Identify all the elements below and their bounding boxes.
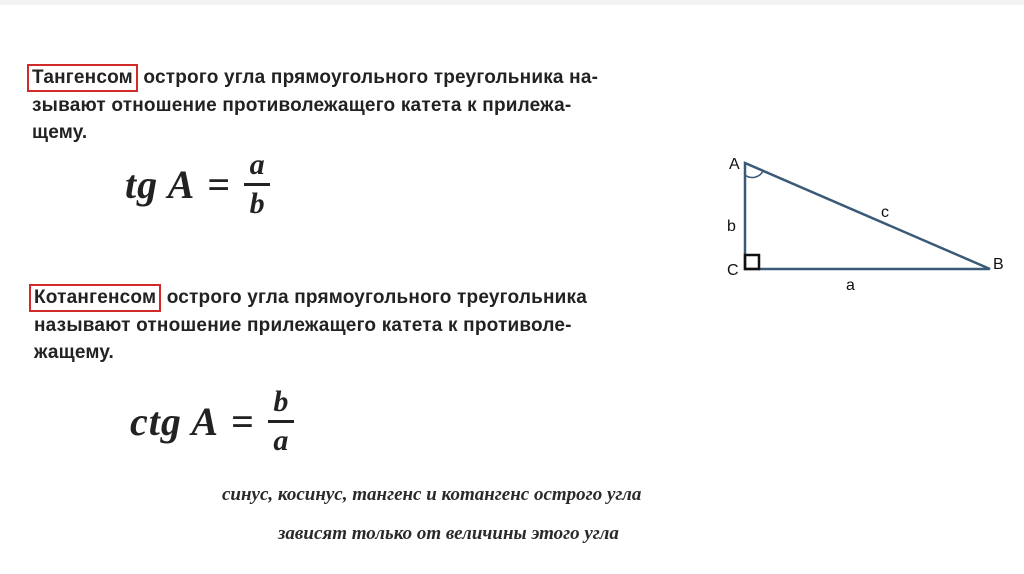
tangent-definition — [32, 64, 598, 146]
tangent-formula — [125, 150, 270, 219]
cotangent-definition — [34, 284, 587, 366]
cotangent-definition-line-3: жащему. — [34, 342, 114, 363]
right-angle-marker — [745, 255, 759, 269]
angle-a-arc — [745, 171, 763, 178]
cotangent-definition-line-2: называют отношение прилежащего катета к противоле- — [34, 315, 572, 336]
tangent-term-highlight: Тангенсом — [27, 64, 138, 92]
side-a-label: a — [846, 277, 855, 294]
cotangent-term-highlight: Котангенсом — [29, 284, 161, 312]
fraction-bar — [244, 183, 270, 186]
cotangent-numerator: b — [273, 385, 289, 418]
tangent-denominator: b — [249, 187, 265, 220]
top-border — [0, 0, 1024, 5]
tangent-definition-line-3: щему. — [32, 122, 88, 143]
tangent-numerator: a — [249, 148, 265, 181]
cotangent-definition-line-1 — [34, 284, 587, 312]
vertex-a-label: A — [729, 156, 740, 173]
cotangent-definition-text-1: острого угла прямоугольного треугольника — [161, 287, 588, 308]
fraction-bar — [268, 420, 294, 423]
cotangent-formula-lhs: ctg A — [130, 399, 220, 444]
vertex-c-label: C — [727, 262, 739, 279]
tangent-formula-lhs: tg A — [125, 162, 196, 207]
note-line-1: синус, косинус, тангенс и котангенс острого угла — [222, 484, 642, 505]
tangent-definition-text-1: острого угла прямоугольного треугольника на- — [137, 67, 599, 88]
cotangent-formula — [130, 387, 294, 456]
note-line-2: зависят только от величины этого угла — [278, 523, 619, 544]
triangle-shape — [745, 163, 990, 269]
cotangent-denominator: a — [273, 424, 289, 457]
right-triangle-diagram — [715, 145, 1015, 295]
tangent-definition-line-1 — [32, 64, 598, 92]
side-c-label: c — [881, 204, 889, 221]
tangent-definition-line-2: зывают отношение противолежащего катета к прилежа- — [32, 95, 572, 116]
tangent-fraction — [244, 150, 270, 219]
cotangent-fraction — [268, 387, 294, 456]
vertex-b-label: B — [993, 256, 1004, 273]
side-b-label: b — [727, 218, 736, 235]
tangent-formula-equals: = — [207, 162, 231, 207]
cotangent-formula-equals: = — [231, 399, 254, 444]
